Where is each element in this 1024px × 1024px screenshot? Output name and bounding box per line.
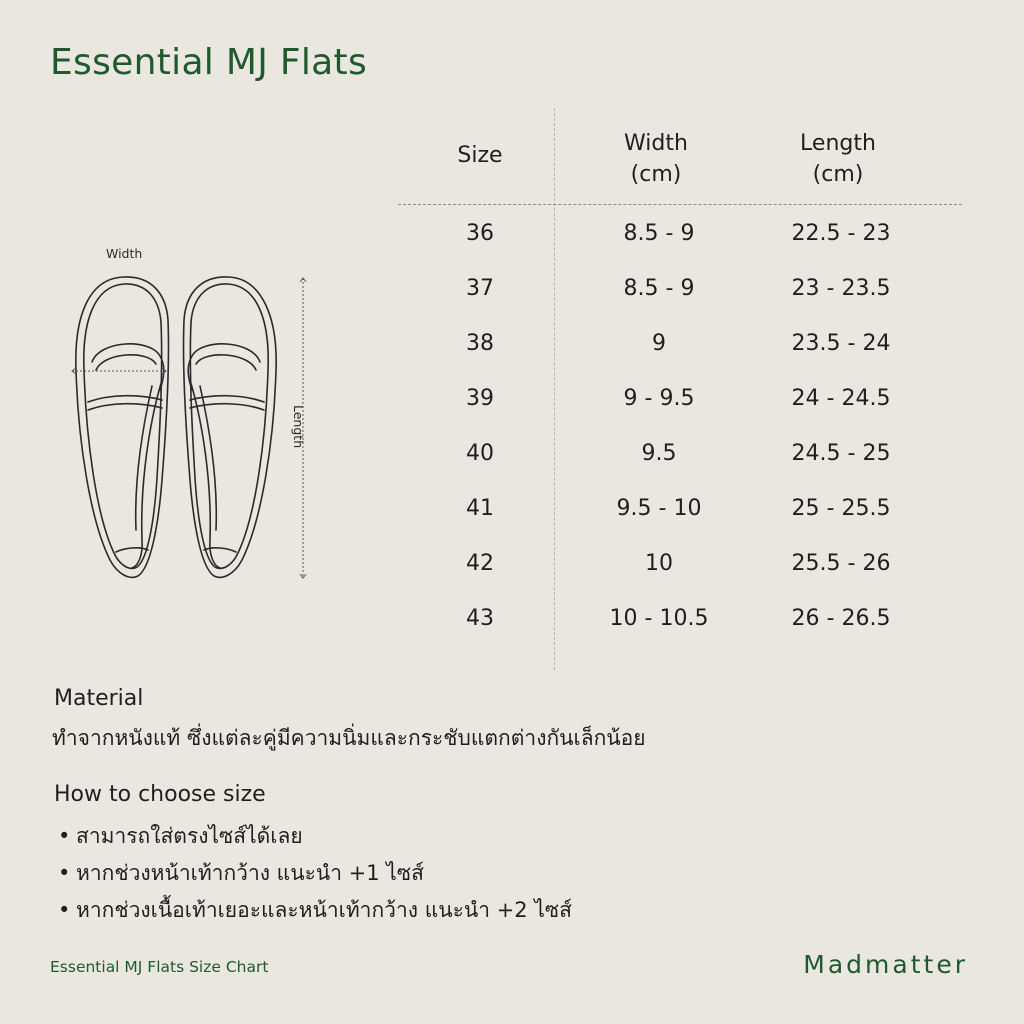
table-row	[398, 434, 962, 474]
list-item-text: สามารถใส่ตรงไซส์ได้เลย	[76, 824, 303, 848]
list-item	[58, 855, 572, 892]
header-length-line1: Length	[800, 131, 876, 156]
header-size: Size	[457, 143, 503, 168]
how-to-heading: How to choose size	[54, 782, 266, 807]
cell-length: 25.5 - 26	[791, 551, 891, 576]
page-title: Essential MJ Flats	[50, 42, 368, 83]
cell-width: 9.5	[641, 441, 677, 466]
cell-length: 23.5 - 24	[791, 331, 891, 356]
material-heading: Material	[54, 686, 144, 711]
list-item-text: หากช่วงหน้าเท้ากว้าง แนะนำ +1 ไซส์	[76, 861, 424, 885]
cell-size: 38	[466, 331, 494, 356]
cell-size: 41	[466, 496, 494, 521]
header-width	[596, 128, 716, 190]
table-row	[398, 214, 962, 254]
cell-width: 10	[645, 551, 673, 576]
bullet-icon: •	[58, 824, 71, 848]
cell-width: 10 - 10.5	[609, 606, 709, 631]
cell-length: 24 - 24.5	[791, 386, 891, 411]
bullet-icon: •	[58, 861, 71, 885]
cell-length: 22.5 - 23	[791, 221, 891, 246]
cell-width: 8.5 - 9	[623, 276, 695, 301]
length-label: Length	[291, 405, 306, 449]
list-item	[58, 818, 572, 855]
cell-width: 9	[652, 331, 666, 356]
table-row	[398, 544, 962, 584]
cell-size: 37	[466, 276, 494, 301]
header-length	[778, 128, 898, 190]
table-row	[398, 599, 962, 639]
cell-size: 40	[466, 441, 494, 466]
brand-logo: Madmatter	[803, 950, 968, 979]
table-divider-horizontal	[398, 204, 962, 205]
cell-width: 8.5 - 9	[623, 221, 695, 246]
header-width-line1: Width	[624, 131, 688, 156]
cell-length: 23 - 23.5	[791, 276, 891, 301]
table-row	[398, 324, 962, 364]
cell-size: 36	[466, 221, 494, 246]
table-row	[398, 489, 962, 529]
table-row	[398, 379, 962, 419]
header-length-line2: (cm)	[812, 162, 864, 187]
cell-width: 9.5 - 10	[616, 496, 702, 521]
right-shoe-icon	[183, 277, 276, 577]
list-item	[58, 892, 572, 929]
material-text: ทำจากหนังแท้ ซึ่งแต่ละคู่มีความนิ่มและกระชับแตกต่างกันเล็กน้อย	[52, 726, 646, 750]
size-table	[398, 108, 962, 670]
bullet-icon: •	[58, 898, 71, 922]
cell-length: 25 - 25.5	[791, 496, 891, 521]
cell-length: 24.5 - 25	[791, 441, 891, 466]
footer-caption: Essential MJ Flats Size Chart	[50, 958, 269, 976]
cell-length: 26 - 26.5	[791, 606, 891, 631]
header-width-line2: (cm)	[630, 162, 682, 187]
width-label: Width	[106, 246, 143, 261]
cell-size: 43	[466, 606, 494, 631]
table-row	[398, 269, 962, 309]
cell-size: 39	[466, 386, 494, 411]
list-item-text: หากช่วงเนื้อเท้าเยอะและหน้าเท้ากว้าง แนะนำ +2 ไซส์	[76, 898, 572, 922]
left-shoe-icon	[76, 277, 169, 577]
how-to-list	[58, 818, 572, 929]
cell-width: 9 - 9.5	[623, 386, 695, 411]
cell-size: 42	[466, 551, 494, 576]
